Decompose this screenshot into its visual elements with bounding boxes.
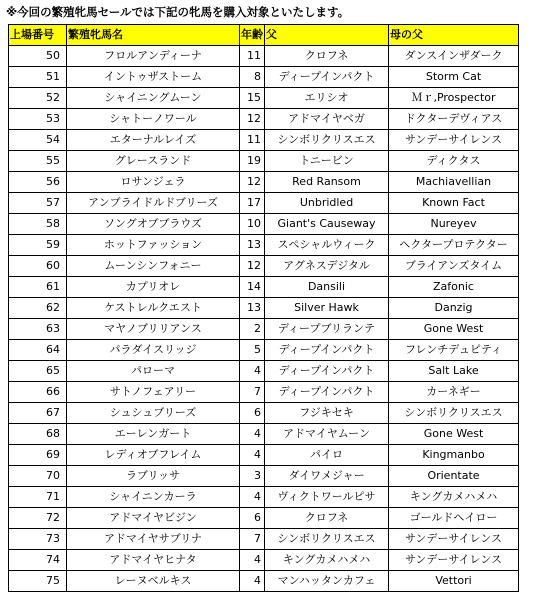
notice-text: ※今回の繁殖牝馬セールでは下記の牝馬を購入対象といたします。 — [6, 5, 350, 19]
table-row — [9, 319, 519, 340]
sire-cell: トニービン — [265, 151, 389, 172]
damsire-cell: Vettori — [389, 571, 519, 592]
table-row — [9, 529, 519, 550]
table-row — [9, 424, 519, 445]
sire-cell: ディープインパクト — [265, 67, 389, 88]
lot-number-cell: 56 — [9, 172, 67, 193]
sire-cell: ダイワメジャー — [265, 466, 389, 487]
table-row — [9, 340, 519, 361]
header-lot-number: 上場番号 — [9, 25, 67, 46]
sire-cell: シンボリクリスエス — [265, 529, 389, 550]
mare-name-cell: ムーンシンフォニー — [67, 256, 240, 277]
sire-cell: アグネスデジタル — [265, 256, 389, 277]
sire-cell: スペシャルウィーク — [265, 235, 389, 256]
lot-number-cell: 55 — [9, 151, 67, 172]
mare-name-cell: アドマイヤヒナタ — [67, 550, 240, 571]
age-cell: 6 — [240, 508, 265, 529]
lot-number-cell: 63 — [9, 319, 67, 340]
lot-number-cell: 74 — [9, 550, 67, 571]
lot-number-cell: 50 — [9, 46, 67, 67]
sire-cell: Giant's Causeway — [265, 214, 389, 235]
table-row — [9, 88, 519, 109]
sire-cell: Red Ransom — [265, 172, 389, 193]
age-cell: 19 — [240, 151, 265, 172]
age-cell: 4 — [240, 571, 265, 592]
age-cell: 6 — [240, 403, 265, 424]
table-row — [9, 382, 519, 403]
lot-number-cell: 67 — [9, 403, 67, 424]
age-cell: 4 — [240, 550, 265, 571]
table-row — [9, 256, 519, 277]
mare-name-cell: シャトーノワール — [67, 109, 240, 130]
table-row — [9, 193, 519, 214]
damsire-cell: サンデーサイレンス — [389, 550, 519, 571]
table-body — [9, 46, 519, 592]
damsire-cell: カーネギー — [389, 382, 519, 403]
mare-name-cell: カプリオレ — [67, 277, 240, 298]
lot-number-cell: 68 — [9, 424, 67, 445]
age-cell: 13 — [240, 298, 265, 319]
header-damsire: 母の父 — [389, 25, 519, 46]
sire-cell: ディープインパクト — [265, 361, 389, 382]
lot-number-cell: 54 — [9, 130, 67, 151]
sire-cell: Unbridled — [265, 193, 389, 214]
age-cell: 11 — [240, 130, 265, 151]
damsire-cell: ダンスインザダーク — [389, 46, 519, 67]
mare-name-cell: エターナルレイズ — [67, 130, 240, 151]
sire-cell: クロフネ — [265, 46, 389, 67]
table-row — [9, 298, 519, 319]
mare-name-cell: ロサンジェラ — [67, 172, 240, 193]
mare-name-cell: ケストレルクエスト — [67, 298, 240, 319]
table-row — [9, 67, 519, 88]
damsire-cell: ヘクタープロテクター — [389, 235, 519, 256]
mare-name-cell: マヤノブリリアンス — [67, 319, 240, 340]
mare-name-cell: アンブライドルドブリーズ — [67, 193, 240, 214]
lot-number-cell: 51 — [9, 67, 67, 88]
damsire-cell: Gone West — [389, 424, 519, 445]
table-row — [9, 508, 519, 529]
lot-number-cell: 64 — [9, 340, 67, 361]
table-row — [9, 172, 519, 193]
age-cell: 4 — [240, 361, 265, 382]
table-row — [9, 571, 519, 592]
header-mare-name: 繁殖牝馬名 — [67, 25, 240, 46]
lot-number-cell: 53 — [9, 109, 67, 130]
lot-number-cell: 57 — [9, 193, 67, 214]
age-cell: 4 — [240, 424, 265, 445]
age-cell: 17 — [240, 193, 265, 214]
damsire-cell: ゴールドヘイロー — [389, 508, 519, 529]
mare-name-cell: イントゥザストーム — [67, 67, 240, 88]
table-row — [9, 151, 519, 172]
age-cell: 13 — [240, 235, 265, 256]
damsire-cell: ドクターデヴィアス — [389, 109, 519, 130]
mare-name-cell: レディオブフレイム — [67, 445, 240, 466]
damsire-cell: Ｍｒ,Prospector — [389, 88, 519, 109]
age-cell: 7 — [240, 382, 265, 403]
mare-name-cell: サトノフェアリー — [67, 382, 240, 403]
sire-cell: マンハッタンカフェ — [265, 571, 389, 592]
damsire-cell: Zafonic — [389, 277, 519, 298]
table-row — [9, 403, 519, 424]
sire-cell: シンボリクリスエス — [265, 130, 389, 151]
sire-cell: クロフネ — [265, 508, 389, 529]
mare-name-cell: アドマイヤビジン — [67, 508, 240, 529]
lot-number-cell: 72 — [9, 508, 67, 529]
mare-name-cell: レーヌベルキス — [67, 571, 240, 592]
table-row — [9, 130, 519, 151]
lot-number-cell: 60 — [9, 256, 67, 277]
damsire-cell: サンデーサイレンス — [389, 529, 519, 550]
sire-cell: Silver Hawk — [265, 298, 389, 319]
sire-cell: キングカメハメハ — [265, 550, 389, 571]
damsire-cell: Machiavellian — [389, 172, 519, 193]
mare-name-cell: パラダイスリッジ — [67, 340, 240, 361]
age-cell: 4 — [240, 487, 265, 508]
damsire-cell: ディクタス — [389, 151, 519, 172]
lot-number-cell: 71 — [9, 487, 67, 508]
sire-cell: ディープブリランテ — [265, 319, 389, 340]
mare-name-cell: エーレンガート — [67, 424, 240, 445]
mare-name-cell: フロルアンディーナ — [67, 46, 240, 67]
mare-list-table — [8, 24, 519, 592]
table-row — [9, 46, 519, 67]
damsire-cell: サンデーサイレンス — [389, 130, 519, 151]
lot-number-cell: 65 — [9, 361, 67, 382]
mare-name-cell: シャイニンカーラ — [67, 487, 240, 508]
damsire-cell: Known Fact — [389, 193, 519, 214]
lot-number-cell: 59 — [9, 235, 67, 256]
table-row — [9, 445, 519, 466]
damsire-cell: キングカメハメハ — [389, 487, 519, 508]
age-cell: 3 — [240, 466, 265, 487]
age-cell: 12 — [240, 256, 265, 277]
lot-number-cell: 73 — [9, 529, 67, 550]
table-row — [9, 550, 519, 571]
table-row — [9, 109, 519, 130]
lot-number-cell: 62 — [9, 298, 67, 319]
mare-name-cell: ラブリッサ — [67, 466, 240, 487]
age-cell: 14 — [240, 277, 265, 298]
lot-number-cell: 52 — [9, 88, 67, 109]
sire-cell: パイロ — [265, 445, 389, 466]
age-cell: 4 — [240, 445, 265, 466]
damsire-cell: シンボリクリスエス — [389, 403, 519, 424]
damsire-cell: Nureyev — [389, 214, 519, 235]
damsire-cell: フレンチデュピティ — [389, 340, 519, 361]
header-sire: 父 — [265, 25, 389, 46]
mare-name-cell: ホットファッション — [67, 235, 240, 256]
lot-number-cell: 75 — [9, 571, 67, 592]
sire-cell: ヴィクトワールピサ — [265, 487, 389, 508]
table-row — [9, 277, 519, 298]
mare-name-cell: シャイニングムーン — [67, 88, 240, 109]
damsire-cell: Gone West — [389, 319, 519, 340]
mare-name-cell: シュシュブリーズ — [67, 403, 240, 424]
table-row — [9, 235, 519, 256]
table-row — [9, 361, 519, 382]
age-cell: 15 — [240, 88, 265, 109]
age-cell: 12 — [240, 109, 265, 130]
lot-number-cell: 61 — [9, 277, 67, 298]
table-row — [9, 466, 519, 487]
age-cell: 12 — [240, 172, 265, 193]
lot-number-cell: 66 — [9, 382, 67, 403]
lot-number-cell: 69 — [9, 445, 67, 466]
damsire-cell: ブライアンズタイム — [389, 256, 519, 277]
sire-cell: アドマイヤムーン — [265, 424, 389, 445]
age-cell: 2 — [240, 319, 265, 340]
age-cell: 7 — [240, 529, 265, 550]
age-cell: 10 — [240, 214, 265, 235]
lot-number-cell: 70 — [9, 466, 67, 487]
age-cell: 8 — [240, 67, 265, 88]
sire-cell: エリシオ — [265, 88, 389, 109]
mare-name-cell: ソングオブブラウズ — [67, 214, 240, 235]
header-age: 年齢 — [240, 25, 265, 46]
sire-cell: フジキセキ — [265, 403, 389, 424]
damsire-cell: Storm Cat — [389, 67, 519, 88]
damsire-cell: Orientate — [389, 466, 519, 487]
sire-cell: ディープインパクト — [265, 382, 389, 403]
age-cell: 11 — [240, 46, 265, 67]
table-row — [9, 487, 519, 508]
damsire-cell: Salt Lake — [389, 361, 519, 382]
mare-name-cell: グレースランド — [67, 151, 240, 172]
sire-cell: ディープインパクト — [265, 340, 389, 361]
sire-cell: Dansili — [265, 277, 389, 298]
lot-number-cell: 58 — [9, 214, 67, 235]
table-header-row — [9, 25, 519, 46]
damsire-cell: Kingmanbo — [389, 445, 519, 466]
table-row — [9, 214, 519, 235]
mare-name-cell: アドマイヤサブリナ — [67, 529, 240, 550]
mare-name-cell: パローマ — [67, 361, 240, 382]
sire-cell: アドマイヤベガ — [265, 109, 389, 130]
damsire-cell: Danzig — [389, 298, 519, 319]
age-cell: 5 — [240, 340, 265, 361]
